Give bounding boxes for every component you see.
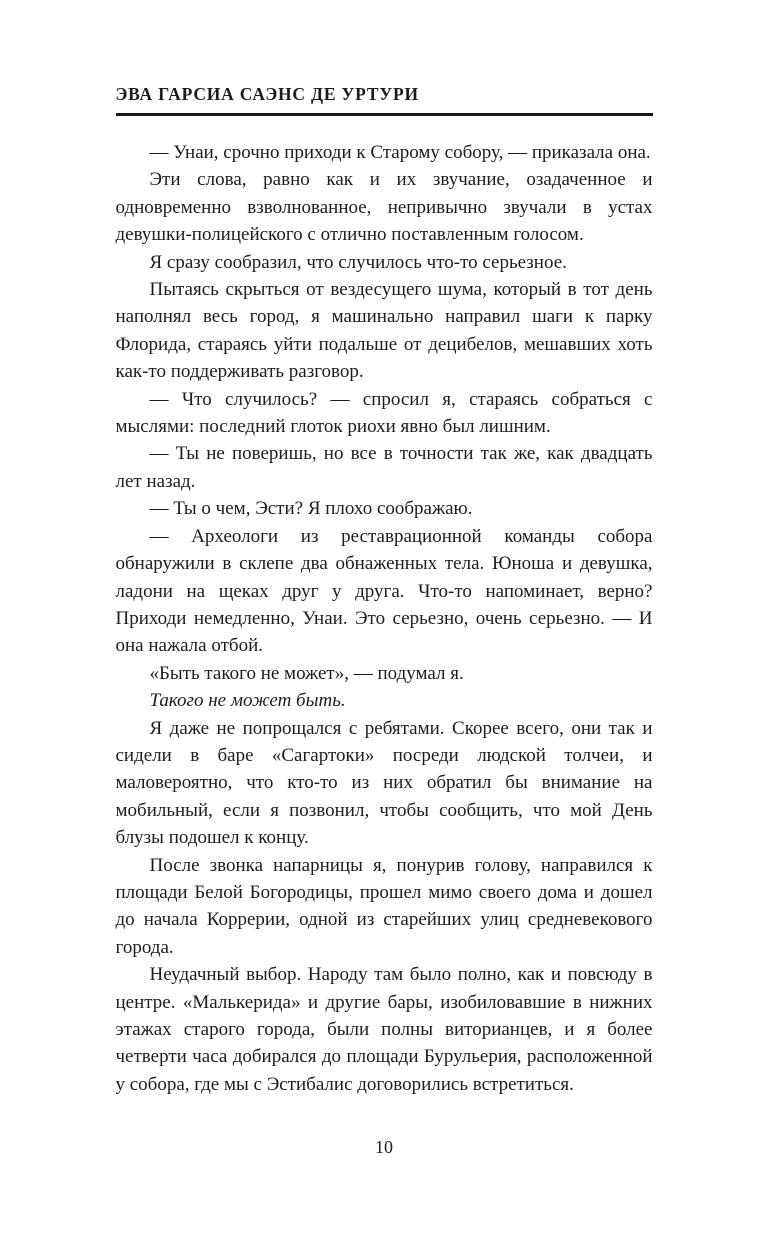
paragraph: — Ты о чем, Эсти? Я плохо соображаю.: [149, 498, 473, 520]
body-text: [116, 139, 653, 1098]
paragraph: После звонка напарницы я, понурив голову, направился к площади Белой Богородицы, прошел мимо своего дома и дошел до начала Коррерии, одной из старейших улиц средневекового города.: [115, 854, 653, 958]
paragraph: Неудачный выбор. Народу там было полно, как и повсюду в центре. «Малькерида» и другие бары, изобиловавшие в нижних этажах старого города, были полны виторианцев, и я более четверти часа добирался до площади Бурульерия, расположенной у собора, где мы с Эстибалис договорились встретиться.: [115, 964, 653, 1095]
page-number: 10: [375, 1137, 393, 1157]
paragraph: Я даже не попрощался с ребятами. Скорее всего, они так и сидели в баре «Сагартоки» посреди людской толчеи, и маловероятно, что кто-то из них обратил бы внимание на мобильный, если я позвонил, чтобы сообщить, что мой День блузы подошел к концу.: [115, 717, 653, 849]
paragraph: Эти слова, равно как и их звучание, озадаченное и одновременно взволнованное, непривычно звучали в устах девушки-полицейского с отлично поставленным голосом.: [115, 169, 653, 246]
paragraph: — Что случилось? — спросил я, стараясь собраться с мыслями: последний глоток риохи явно был лишним.: [115, 388, 653, 438]
paragraph: — Унаи, срочно приходи к Старому собору, — приказала она.: [149, 142, 651, 163]
paragraph: Такого не может быть.: [149, 690, 346, 712]
paragraph: Я сразу сообразил, что случилось что-то серьезное.: [149, 251, 567, 273]
paragraph: — Археологи из реставрационной команды собора обнаружили в склепе два обнаженных тела. Юноша и девушка, ладони на щеках друг у друга. Что-то напоминает, верно? Приходи немедленно, Унаи. Это серьезно, очень серьезно. — И она нажала отбой.: [115, 525, 653, 657]
paragraph: — Ты не поверишь, но все в точности так же, как двадцать лет назад.: [115, 443, 653, 492]
paragraph: Пытаясь скрыться от вездесущего шума, который в тот день наполнял весь город, я машинально направил шаги к парку Флорида, стараясь уйти подальше от децибелов, мешавших хоть как-то поддерживать разговор.: [115, 279, 653, 383]
page-content: [116, 0, 653, 1098]
running-header-author: ЭВА ГАРСИА САЭНС ДЕ УРТУРИ: [116, 84, 653, 116]
paragraph: «Быть такого не может», — подумал я.: [149, 662, 464, 684]
